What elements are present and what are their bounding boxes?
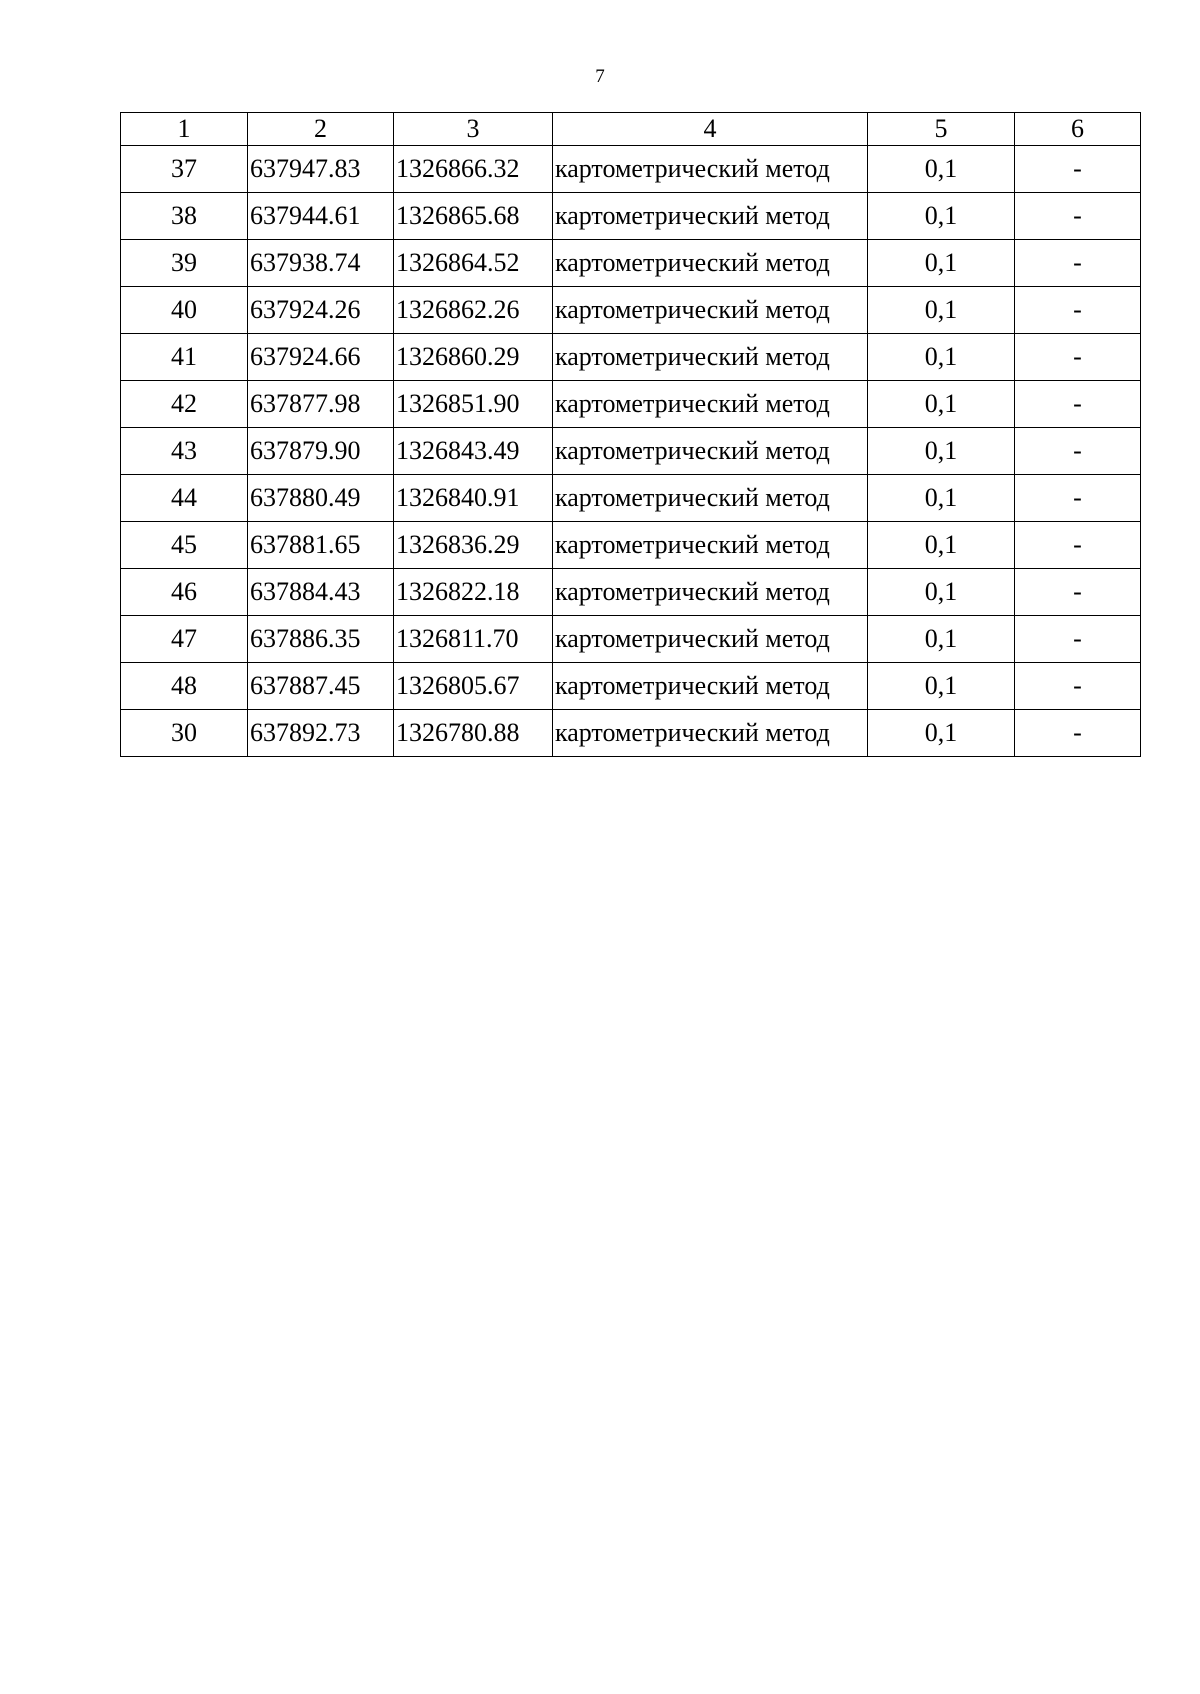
method-cell: картометрический метод (553, 428, 868, 475)
note-cell: - (1015, 710, 1141, 757)
x-coordinate-cell: 637944.61 (248, 193, 394, 240)
table-row (121, 710, 1141, 757)
table-body (121, 146, 1141, 757)
method-cell: картометрический метод (553, 475, 868, 522)
accuracy-cell: 0,1 (868, 616, 1015, 663)
point-number-cell: 38 (121, 193, 248, 240)
point-number-cell: 37 (121, 146, 248, 193)
note-cell: - (1015, 381, 1141, 428)
point-number-cell: 45 (121, 522, 248, 569)
accuracy-cell: 0,1 (868, 522, 1015, 569)
note-cell: - (1015, 240, 1141, 287)
x-coordinate-cell: 637877.98 (248, 381, 394, 428)
method-cell: картометрический метод (553, 616, 868, 663)
y-coordinate-cell: 1326843.49 (394, 428, 553, 475)
method-cell: картометрический метод (553, 334, 868, 381)
table-header (121, 113, 1141, 146)
column-header-4: 4 (553, 113, 868, 146)
point-number-cell: 47 (121, 616, 248, 663)
point-number-cell: 48 (121, 663, 248, 710)
method-cell: картометрический метод (553, 663, 868, 710)
accuracy-cell: 0,1 (868, 287, 1015, 334)
x-coordinate-cell: 637938.74 (248, 240, 394, 287)
accuracy-cell: 0,1 (868, 240, 1015, 287)
table-row (121, 522, 1141, 569)
table-row (121, 146, 1141, 193)
x-coordinate-cell: 637947.83 (248, 146, 394, 193)
point-number-cell: 30 (121, 710, 248, 757)
method-cell: картометрический метод (553, 240, 868, 287)
method-cell: картометрический метод (553, 381, 868, 428)
x-coordinate-cell: 637924.26 (248, 287, 394, 334)
note-cell: - (1015, 663, 1141, 710)
table-row (121, 287, 1141, 334)
note-cell: - (1015, 193, 1141, 240)
method-cell: картометрический метод (553, 710, 868, 757)
y-coordinate-cell: 1326780.88 (394, 710, 553, 757)
column-header-2: 2 (248, 113, 394, 146)
method-cell: картометрический метод (553, 193, 868, 240)
table-row (121, 428, 1141, 475)
table-row (121, 381, 1141, 428)
x-coordinate-cell: 637880.49 (248, 475, 394, 522)
y-coordinate-cell: 1326836.29 (394, 522, 553, 569)
y-coordinate-cell: 1326866.32 (394, 146, 553, 193)
accuracy-cell: 0,1 (868, 569, 1015, 616)
y-coordinate-cell: 1326860.29 (394, 334, 553, 381)
y-coordinate-cell: 1326862.26 (394, 287, 553, 334)
point-number-cell: 43 (121, 428, 248, 475)
table-row (121, 616, 1141, 663)
x-coordinate-cell: 637892.73 (248, 710, 394, 757)
point-number-cell: 44 (121, 475, 248, 522)
accuracy-cell: 0,1 (868, 334, 1015, 381)
point-number-cell: 46 (121, 569, 248, 616)
accuracy-cell: 0,1 (868, 146, 1015, 193)
point-number-cell: 41 (121, 334, 248, 381)
method-cell: картометрический метод (553, 146, 868, 193)
note-cell: - (1015, 522, 1141, 569)
note-cell: - (1015, 146, 1141, 193)
accuracy-cell: 0,1 (868, 381, 1015, 428)
method-cell: картометрический метод (553, 287, 868, 334)
accuracy-cell: 0,1 (868, 428, 1015, 475)
table-row (121, 240, 1141, 287)
y-coordinate-cell: 1326865.68 (394, 193, 553, 240)
y-coordinate-cell: 1326822.18 (394, 569, 553, 616)
accuracy-cell: 0,1 (868, 475, 1015, 522)
x-coordinate-cell: 637887.45 (248, 663, 394, 710)
note-cell: - (1015, 287, 1141, 334)
method-cell: картометрический метод (553, 569, 868, 616)
y-coordinate-cell: 1326864.52 (394, 240, 553, 287)
x-coordinate-cell: 637879.90 (248, 428, 394, 475)
page-number: 7 (595, 66, 605, 87)
x-coordinate-cell: 637884.43 (248, 569, 394, 616)
accuracy-cell: 0,1 (868, 663, 1015, 710)
x-coordinate-cell: 637924.66 (248, 334, 394, 381)
y-coordinate-cell: 1326811.70 (394, 616, 553, 663)
column-header-3: 3 (394, 113, 553, 146)
coordinates-table (120, 112, 1141, 757)
point-number-cell: 39 (121, 240, 248, 287)
accuracy-cell: 0,1 (868, 710, 1015, 757)
note-cell: - (1015, 569, 1141, 616)
note-cell: - (1015, 616, 1141, 663)
column-header-6: 6 (1015, 113, 1141, 146)
table-row (121, 663, 1141, 710)
table-header-row (121, 113, 1141, 146)
table-row (121, 193, 1141, 240)
table-row (121, 569, 1141, 616)
y-coordinate-cell: 1326840.91 (394, 475, 553, 522)
column-header-5: 5 (868, 113, 1015, 146)
note-cell: - (1015, 334, 1141, 381)
y-coordinate-cell: 1326805.67 (394, 663, 553, 710)
accuracy-cell: 0,1 (868, 193, 1015, 240)
method-cell: картометрический метод (553, 522, 868, 569)
point-number-cell: 40 (121, 287, 248, 334)
table-row (121, 334, 1141, 381)
note-cell: - (1015, 475, 1141, 522)
point-number-cell: 42 (121, 381, 248, 428)
table-row (121, 475, 1141, 522)
x-coordinate-cell: 637881.65 (248, 522, 394, 569)
x-coordinate-cell: 637886.35 (248, 616, 394, 663)
note-cell: - (1015, 428, 1141, 475)
column-header-1: 1 (121, 113, 248, 146)
y-coordinate-cell: 1326851.90 (394, 381, 553, 428)
